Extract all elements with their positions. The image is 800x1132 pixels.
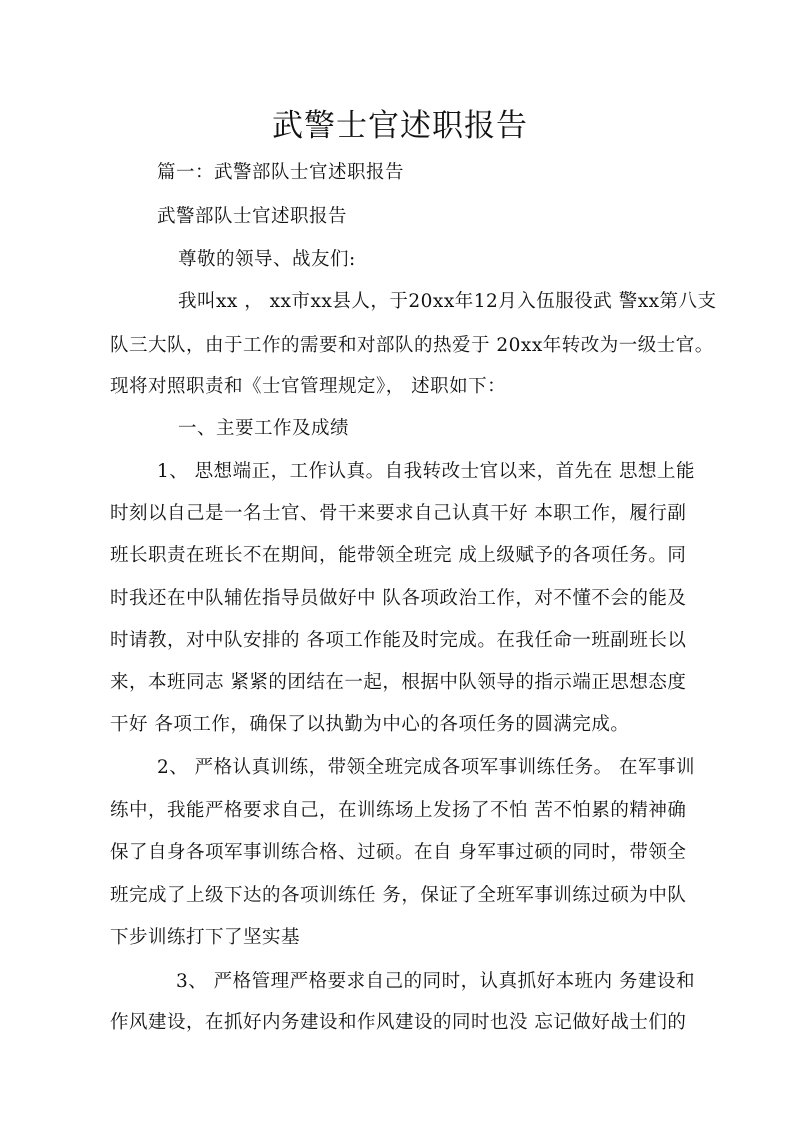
text-line: 干好 各项工作，确保了以执勤为中心的各项任务的圆满完成。 <box>110 714 630 735</box>
report-subtitle: 武警部队士官述职报告 <box>157 206 348 227</box>
text-line: 作风建设，在抓好内务建设和作风建设的同时也没 忘记做好战士们的 <box>110 1012 687 1033</box>
text-line: 1、 思想端正，工作认真。自我转改士官以来，首先在 思想上能 <box>157 461 696 482</box>
text-line: 班完成了上级下达的各项训练任 务，保证了全班军事训练过硕为中队 <box>110 885 687 906</box>
section-heading: 篇一：武警部队士官述职报告 <box>157 162 405 183</box>
subsection-heading: 一、主要工作及成绩 <box>178 418 350 439</box>
text-line: 保了自身各项军事训练合格、过硕。在自 身军事过硕的同时，带领全 <box>110 842 687 863</box>
salutation: 尊敬的领导、战友们: <box>178 249 356 270</box>
text-line: 时请教，对中队安排的 各项工作能及时完成。在我任命一班副班长以 <box>110 630 687 651</box>
text-line: 时刻以自己是一名士官、骨干来要求自己认真干好 本职工作，履行副 <box>110 503 687 524</box>
text-line: 时我还在中队辅佐指导员做好中 队各项政治工作，对不懂不会的能及 <box>110 588 687 609</box>
text-line: 2、 严格认真训练，带领全班完成各项军事训练任务。 在军事训 <box>157 757 696 778</box>
text-line: 来，本班同志 紧紧的团结在一起，根据中队领导的指示端正思想态度 <box>110 672 687 693</box>
text-line: 现将对照职责和《士官管理规定》， 述职如下： <box>110 376 507 397</box>
text-line: 3、 严格管理严格要求自己的同时，认真抓好本班内 务建设和 <box>176 971 696 992</box>
text-line: 队三大队，由于工作的需要和对部队的热爱于 20xx年转改为一级士官。 <box>110 335 714 356</box>
text-line: 我叫xx ， xx市xx县人，于20xx年12月入伍服役武 警xx第八支 <box>178 291 717 312</box>
text-line: 练中，我能严格要求自己，在训练场上发扬了不怕 苦不怕累的精神确 <box>110 800 687 821</box>
text-line: 班长职责在班长不在期间，能带领全班完 成上级赋予的各项任务。同 <box>110 545 687 566</box>
document-title: 武警士官述职报告 <box>272 108 528 144</box>
text-line: 下步训练打下了坚实基 <box>110 927 301 948</box>
